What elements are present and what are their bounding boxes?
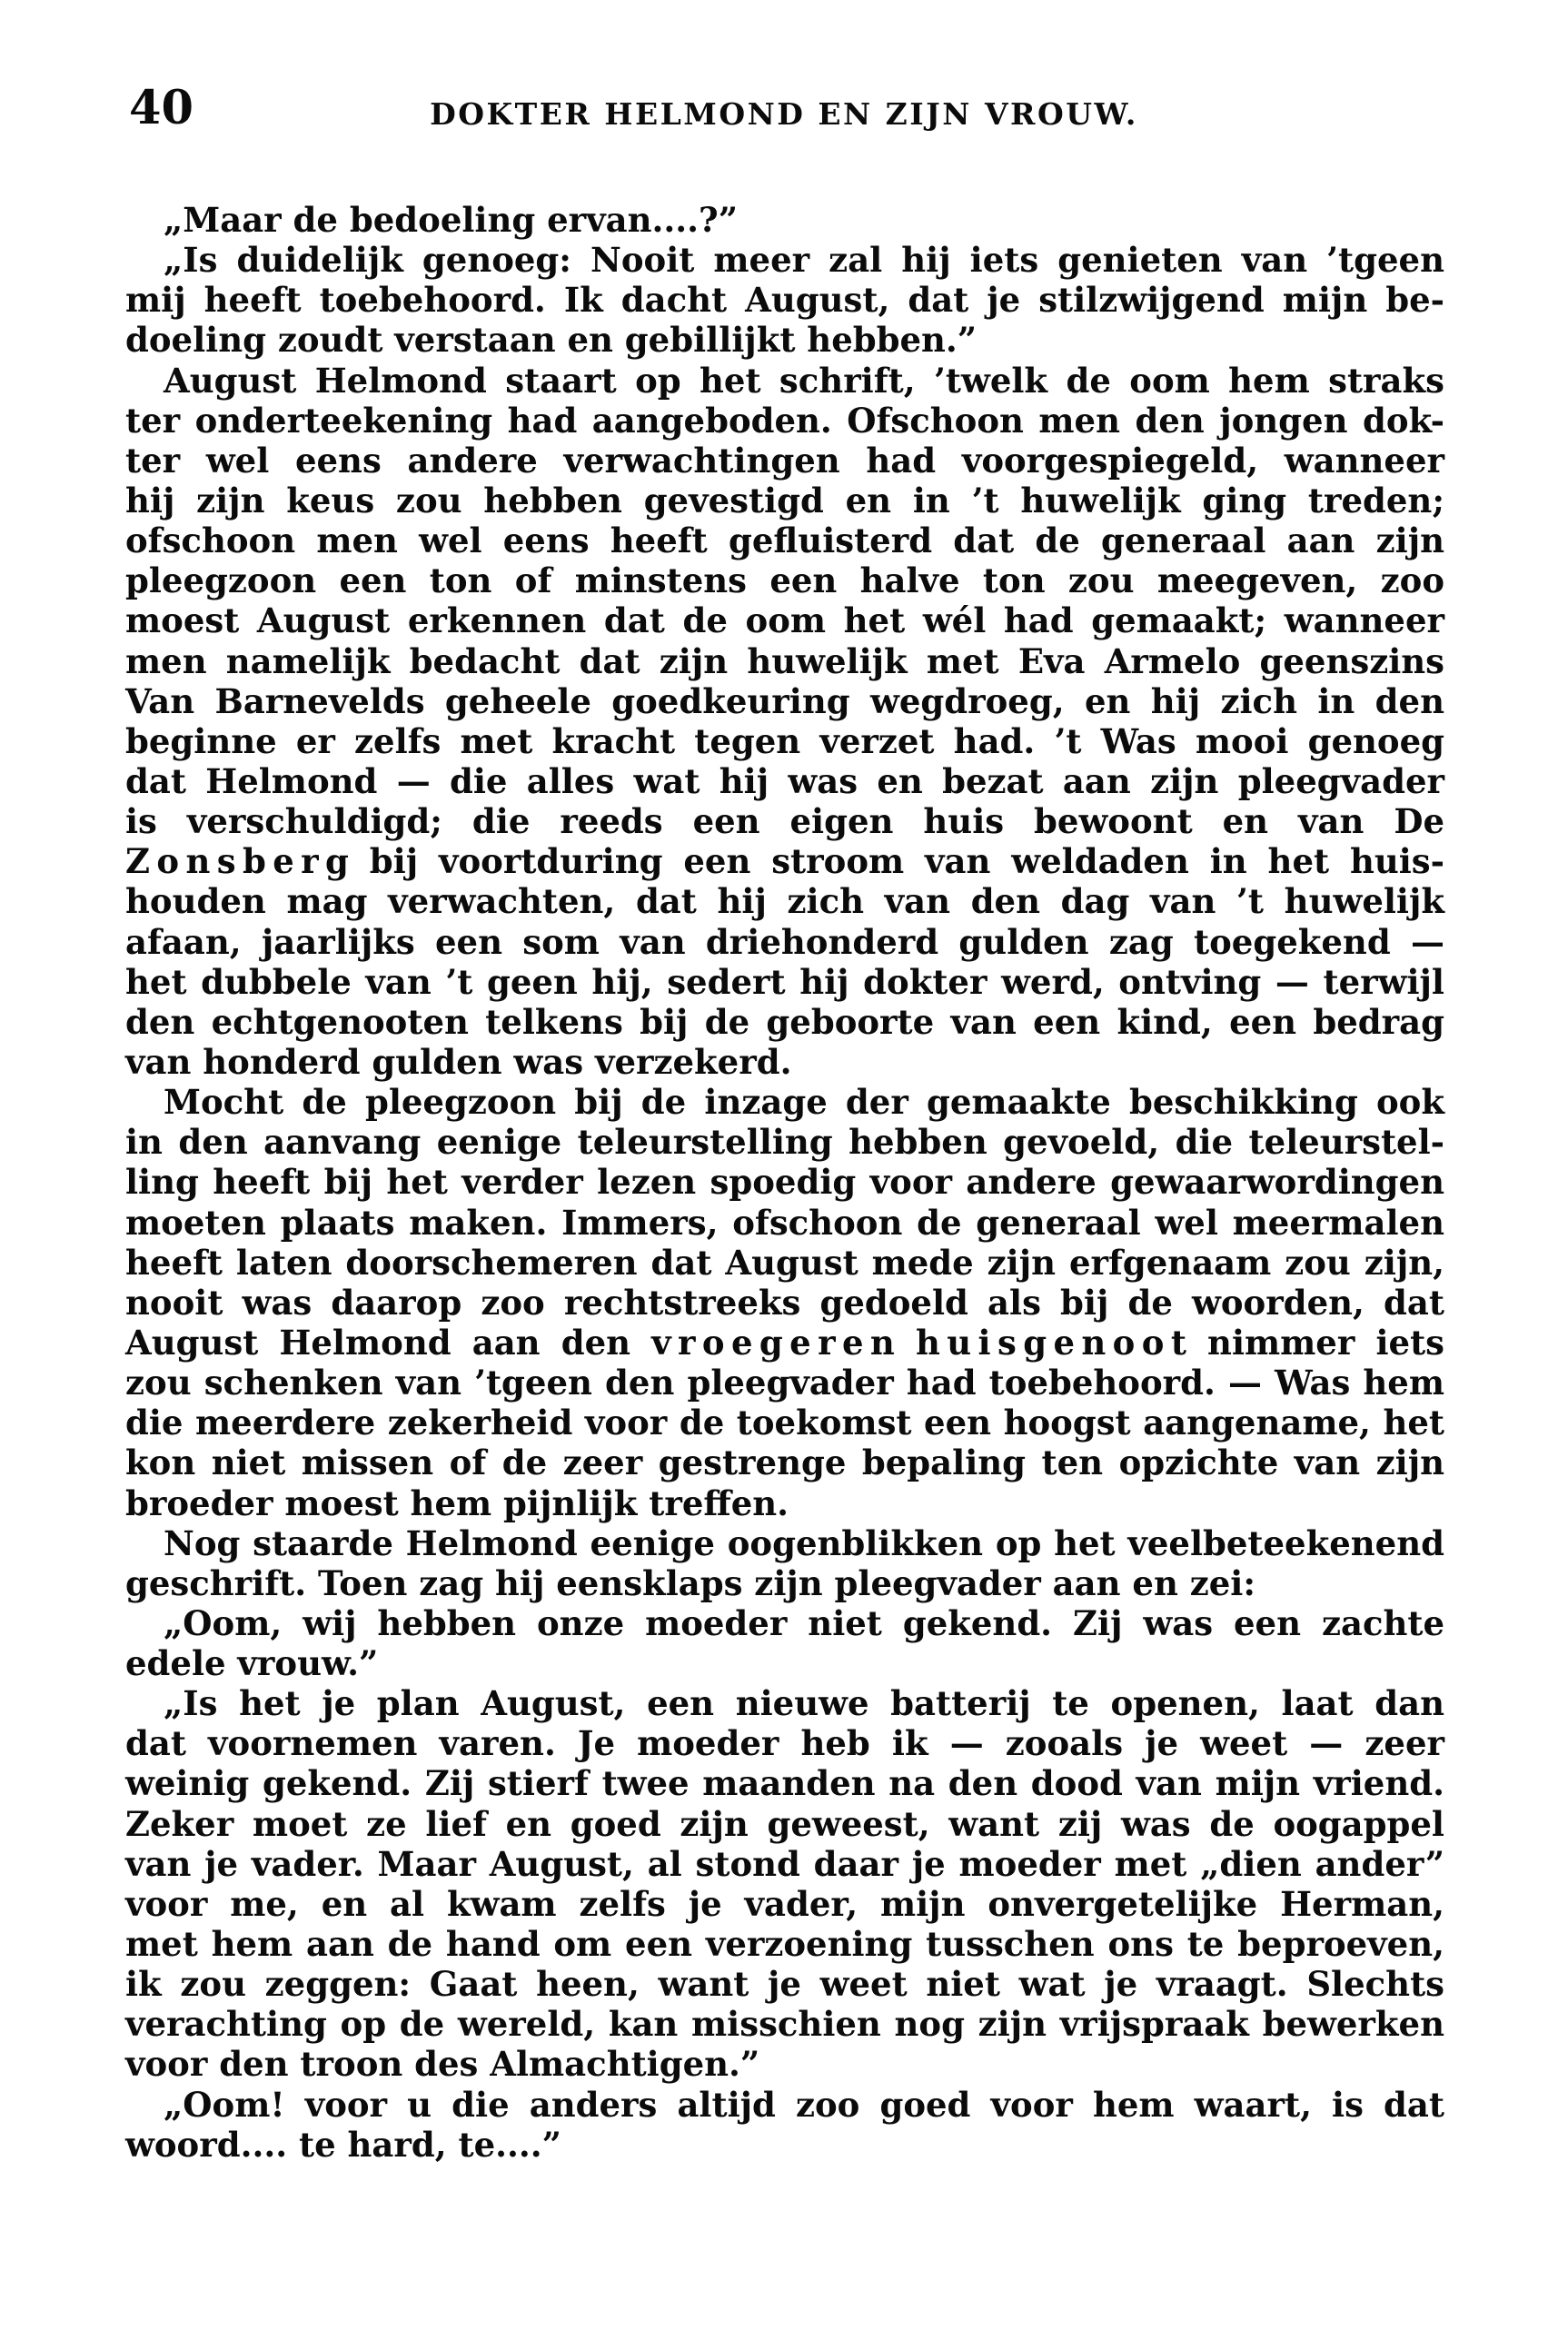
text-line: „Is het je plan August, een nieuwe batterij te openen, laat dan: [164, 1683, 1444, 1724]
text-line: houden mag verwachten, dat hij zich van den dag van ’t huwelijk: [125, 881, 1444, 922]
paragraph: [125, 361, 1444, 1083]
text-line: August Helmond aan den v r o e g e r e n h u i s g e n o o t nimmer iets: [125, 1322, 1444, 1363]
text-line: van honderd gulden was verzekerd.: [125, 1041, 792, 1082]
text-line: hij zijn keus zou hebben gevestigd en in ’t huwelijk ging treden;: [125, 480, 1444, 521]
text-line: die meerdere zekerheid voor de toekomst een hoogst aangename, het: [125, 1403, 1444, 1443]
text-line: Van Barnevelds geheele goedkeuring wegdroeg, en hij zich in den: [125, 680, 1444, 721]
text-line: het dubbele van ’t geen hij, sedert hij dokter werd, ontving — terwijl: [125, 961, 1444, 1002]
text-line: kon niet missen of de zeer gestrenge bepaling ten opzichte van zijn: [125, 1443, 1444, 1483]
text-line: mij heeft toebehoord. Ik dacht August, dat je stilzwijgend mijn be-: [125, 280, 1444, 321]
text-line: Z o n s b e r g bij voortduring een stroom van weldaden in het huis-: [125, 841, 1444, 882]
text-line: moeten plaats maken. Immers, ofschoon de generaal wel meermalen: [125, 1202, 1444, 1243]
text-line: doeling zoudt verstaan en gebillijkt hebben.”: [125, 320, 978, 361]
text-line: „Oom, wij hebben onze moeder niet gekend. Zij was een zachte: [164, 1602, 1444, 1643]
text-line: heeft laten doorschemeren dat August mede zijn erfgenaam zou zijn,: [125, 1242, 1444, 1283]
text-line: voor me, en al kwam zelfs je vader, mijn onvergetelijke Herman,: [125, 1883, 1444, 1924]
text-line: den echtgenooten telkens bij de geboorte van een kind, een bedrag: [125, 1001, 1444, 1042]
text-line: broeder moest hem pijnlijk treffen.: [125, 1482, 789, 1523]
text-line: zou schenken van ’tgeen den pleegvader had toebehoord. — Was hem: [125, 1363, 1444, 1403]
text-line: „Is duidelijk genoeg: Nooit meer zal hij iets genieten van ’tgeen: [164, 240, 1444, 281]
text-line: beginne er zelfs met kracht tegen verzet had. ’t Was mooi genoeg: [125, 720, 1444, 761]
text-line: dat voornemen varen. Je moeder heb ik — zooals je weet — zeer: [125, 1723, 1444, 1764]
text-line: van je vader. Maar August, al stond daar je moeder met „dien ander”: [125, 1843, 1444, 1884]
text-line: men namelijk bedacht dat zijn huwelijk met Eva Armelo geenszins: [125, 640, 1444, 681]
paragraph: [125, 1603, 1444, 1683]
text-line: met hem aan de hand om een verzoening tusschen ons te beproeven,: [125, 1924, 1444, 1965]
text-line: nooit was daarop zoo rechtstreeks gedoeld als bij de woorden, dat: [125, 1282, 1444, 1323]
text-line: Nog staarde Helmond eenige oogenblikken op het veelbeteekenend: [164, 1522, 1444, 1563]
paragraph: [125, 1523, 1444, 1603]
text-line: voor den troon des Almachtigen.”: [125, 2044, 760, 2085]
paragraph: [125, 1683, 1444, 2084]
paragraph: [125, 200, 1444, 240]
text-line: afaan, jaarlijks een som van driehonderd gulden zag toegekend —: [125, 921, 1444, 962]
text-line: „Maar de bedoeling ervan....?”: [164, 200, 739, 240]
text-line: ter wel eens andere verwachtingen had voorgespiegeld, wanneer: [125, 440, 1444, 481]
running-header-title: DOKTER HELMOND EN ZIJN VROUW.: [430, 96, 1138, 132]
body-text: [125, 200, 1444, 2165]
paragraph: [125, 1082, 1444, 1523]
text-line: moest August erkennen dat de oom het wél had gemaakt; wanneer: [125, 600, 1444, 641]
text-line: edele vrouw.”: [125, 1643, 379, 1684]
text-line: pleegzoon een ton of minstens een halve ton zou meegeven, zoo: [125, 560, 1444, 601]
paragraph: [125, 240, 1444, 360]
text-line: ofschoon men wel eens heeft gefluisterd dat de generaal aan zijn: [125, 521, 1444, 561]
page-number: 40: [129, 81, 194, 135]
text-line: August Helmond staart op het schrift, ’twelk de oom hem straks: [164, 360, 1444, 401]
text-line: Mocht de pleegzoon bij de inzage der gemaakte beschikking ook: [164, 1082, 1444, 1123]
text-line: Zeker moet ze lief en goed zijn geweest, want zij was de oogappel: [125, 1803, 1444, 1844]
text-line: „Oom! voor u die anders altijd zoo goed voor hem waart, is dat: [164, 2084, 1444, 2125]
text-line: dat Helmond — die alles wat hij was en bezat aan zijn pleegvader: [125, 760, 1444, 801]
text-line: verachting op de wereld, kan misschien nog zijn vrijspraak bewerken: [125, 2004, 1444, 2045]
text-line: ik zou zeggen: Gaat heen, want je weet niet wat je vraagt. Slechts: [125, 1964, 1444, 2005]
paragraph: [125, 2085, 1444, 2165]
text-line: is verschuldigd; die reeds een eigen huis bewoont en van De: [125, 801, 1444, 842]
text-line: ter onderteekening had aangeboden. Ofschoon men den jongen dok-: [125, 400, 1444, 441]
text-line: ling heeft bij het verder lezen spoedig voor andere gewaarwordingen: [125, 1162, 1444, 1203]
text-line: weinig gekend. Zij stierf twee maanden na den dood van mijn vriend.: [125, 1763, 1444, 1804]
text-line: woord.... te hard, te....”: [125, 2124, 561, 2165]
text-line: in den aanvang eenige teleurstelling hebben gevoeld, die teleurstel-: [125, 1122, 1444, 1163]
text-line: geschrift. Toen zag hij eensklaps zijn pleegvader aan en zei:: [125, 1562, 1255, 1603]
